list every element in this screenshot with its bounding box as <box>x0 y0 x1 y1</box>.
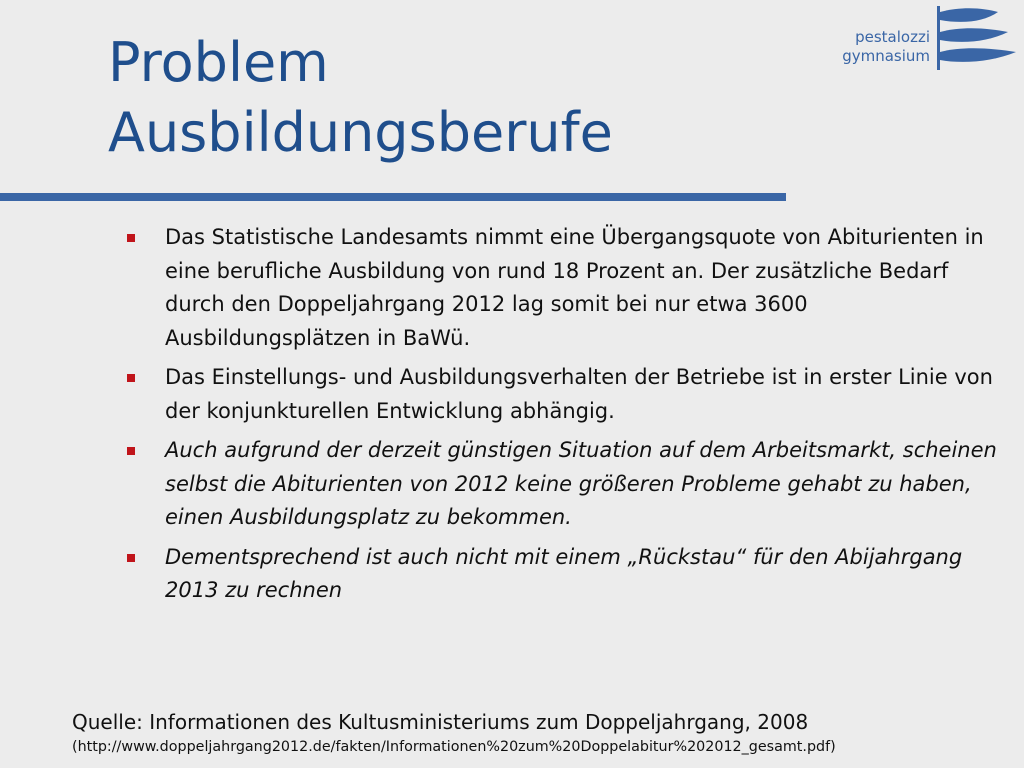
bullet-marker-icon <box>127 234 135 242</box>
bullet-item <box>120 541 1000 608</box>
bullet-item <box>120 361 1000 428</box>
logo-text-line-1: pestalozzi <box>855 28 930 46</box>
bullet-text: Auch aufgrund der derzeit günstigen Situation auf dem Arbeitsmarkt, scheinen selbst die Abiturienten von 2012 keine größeren Probleme gehabt zu haben, einen Ausbildungsplatz zu bekommen. <box>165 438 997 529</box>
bullet-text: Das Einstellungs- und Ausbildungsverhalten der Betriebe ist in erster Linie von der konjunkturellen Entwicklung abhängig. <box>165 365 993 423</box>
bullet-marker-icon <box>127 374 135 382</box>
bullet-list <box>120 221 1000 614</box>
bullet-marker-icon <box>127 554 135 562</box>
slide-title-line-1: Problem <box>108 31 329 94</box>
logo-text <box>842 28 930 66</box>
slide-title-line-2: Ausbildungsberufe <box>108 101 613 164</box>
bullet-item <box>120 221 1000 355</box>
school-logo <box>818 4 1018 74</box>
bullet-text: Das Statistische Landesamts nimmt eine Übergangsquote von Abiturienten in eine berufliche Ausbildung von rund 18 Prozent an. Der zusätzliche Bedarf durch den Doppeljahrgang 2012 lag somit bei nur etwa 3600 Ausbildungsplätzen in BaWü. <box>165 225 984 350</box>
school-logo-icon <box>932 4 1018 72</box>
source-citation <box>72 708 1022 758</box>
bullet-marker-icon <box>127 447 135 455</box>
logo-text-line-2: gymnasium <box>842 47 930 65</box>
bullet-item <box>120 434 1000 535</box>
bullet-text: Dementsprechend ist auch nicht mit einem „Rückstau“ für den Abijahrgang 2013 zu rechnen <box>165 544 963 602</box>
title-divider <box>0 193 786 201</box>
slide-title <box>108 28 613 168</box>
source-label: Quelle: Informationen des Kultusministeriums zum Doppeljahrgang, 2008 <box>72 710 809 734</box>
source-url: (http://www.doppeljahrgang2012.de/fakten/Informationen%20zum%20Doppelabitur%202012_gesamt.pdf) <box>72 739 836 755</box>
